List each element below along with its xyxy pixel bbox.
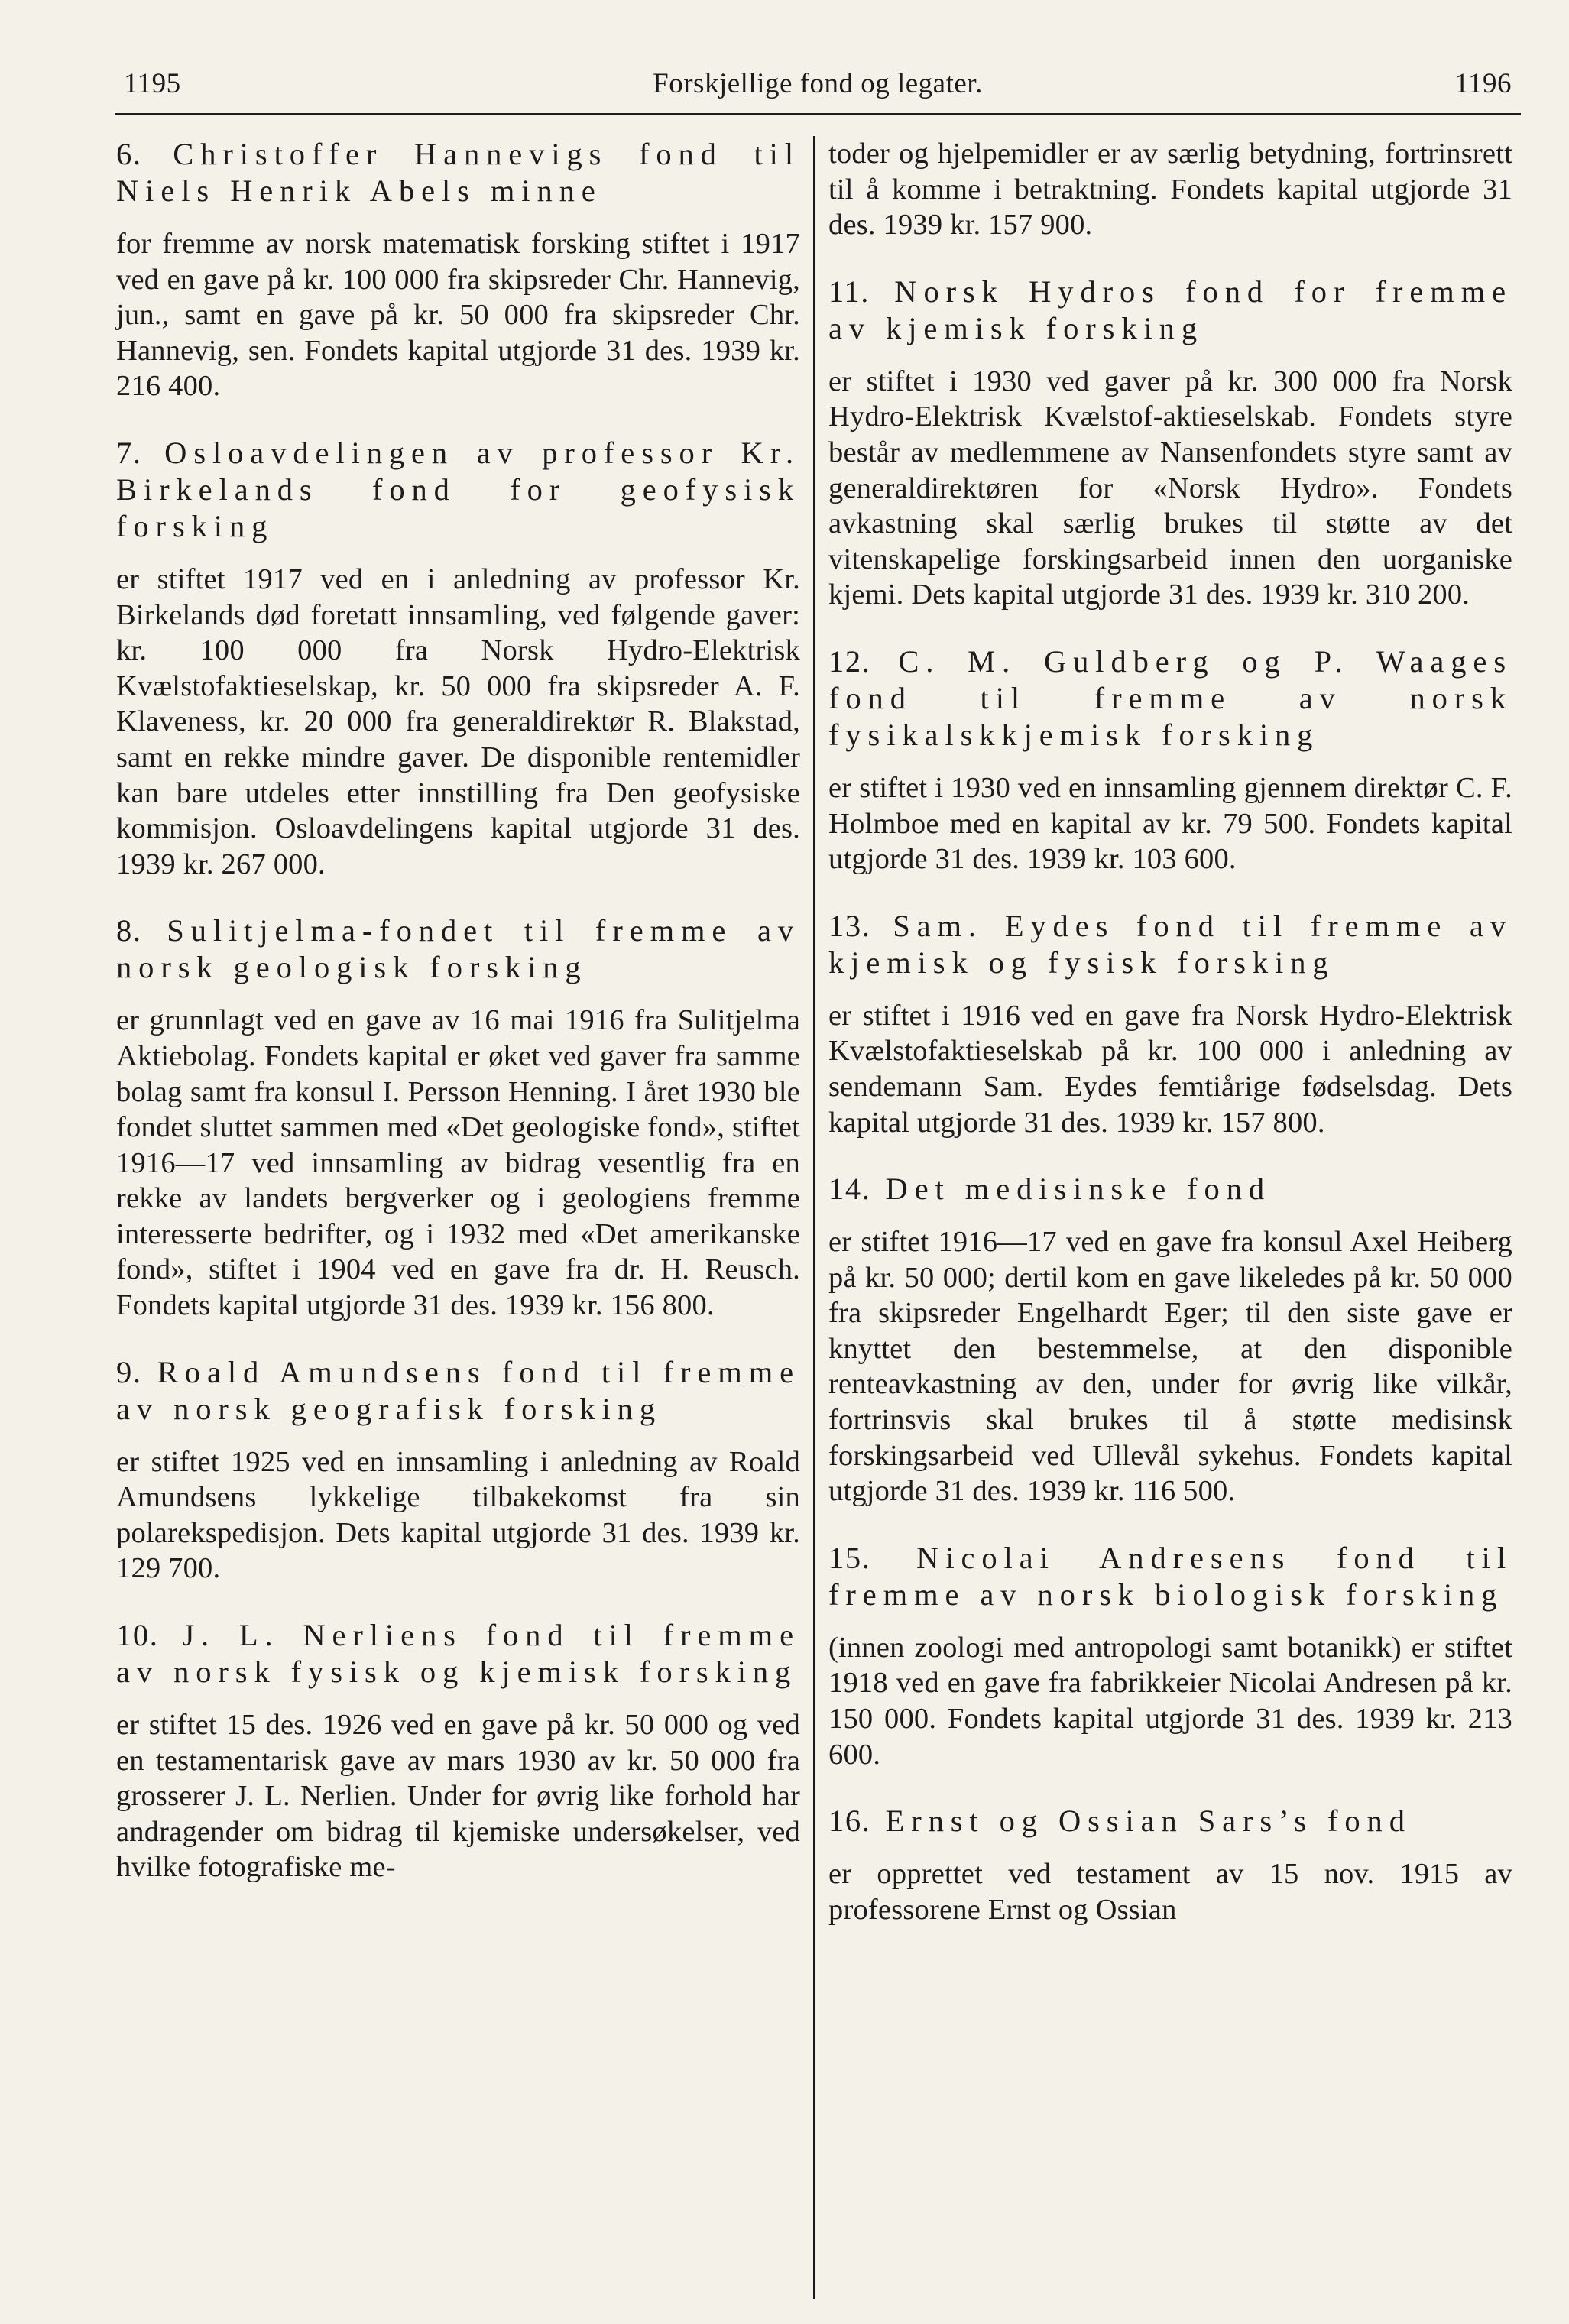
fund-heading bbox=[828, 643, 1512, 754]
fund-description: er stiftet 1916—17 ved en gave fra konsul Axel Heiberg på kr. 50 000; dertil kom en gave likeledes på kr. 50 000 fra skipsreder Engelhardt Eger; til den siste gave er knyttet den bestemmelse, at den disponible renteavkastning av den, under for øvrig like vilkår, fortrinsvis skal brukes til å støtte medisinsk forskingsarbeid ved Ullevål sykehus. Fondets kapital utgjorde 31 des. 1939 kr. 116 500. bbox=[828, 1226, 1512, 1508]
running-header bbox=[124, 67, 1512, 113]
column-divider bbox=[813, 136, 815, 2299]
fund-entry-14 bbox=[828, 1171, 1512, 1509]
fund-title: C. M. Guldberg og P. Waages fond til fremme av norsk fysikalskkjemisk forsking bbox=[828, 643, 1512, 752]
fund-heading bbox=[828, 1803, 1512, 1839]
fund-heading bbox=[828, 908, 1512, 981]
page-number-left: 1195 bbox=[124, 68, 181, 99]
fund-title: Sam. Eydes fond til fremme av kjemisk og fysisk forsking bbox=[828, 908, 1512, 980]
fund-number: 10. bbox=[116, 1618, 159, 1653]
fund-number: 15. bbox=[828, 1540, 871, 1575]
fund-entry-7 bbox=[116, 435, 800, 882]
fund-description: for fremme av norsk matematisk forsking stiftet i 1917 ved en gave på kr. 100 000 fra skipsreder Chr. Hannevig, jun., samt en gave på kr. 50 000 fra skipsreder Chr. Hannevig, sen. Fondets kapital utgjorde 31 des. 1939 kr. 216 400. bbox=[116, 228, 800, 403]
fund-description: (innen zoologi med antropologi samt botanikk) er stiftet 1918 ved en gave fra fabrikkeier Nicolai Andresen på kr. 150 000. Fondets kapital utgjorde 31 des. 1939 kr. 213 600. bbox=[828, 1631, 1512, 1771]
fund-description: er stiftet 1925 ved en innsamling i anledning av Roald Amundsens lykkelige tilbakekomst fra sin polarekspedisjon. Dets kapital utgjorde 31 des. 1939 kr. 129 700. bbox=[116, 1445, 800, 1585]
running-title: Forskjellige fond og legater. bbox=[653, 68, 983, 99]
fund-title: Sulitjelma-fondet til fremme av norsk geologisk forsking bbox=[116, 913, 800, 985]
page-number-right: 1196 bbox=[1454, 68, 1512, 99]
fund-number: 11. bbox=[828, 274, 870, 309]
continued-text: toder og hjelpemidler er av særlig betydning, fortrinsrett til å komme i betraktning. Fondets kapital utgjorde 31 des. 1939 kr. 157 900. bbox=[828, 138, 1512, 241]
fund-title: Ernst og Ossian Sars’s fond bbox=[885, 1804, 1412, 1839]
fund-number: 12. bbox=[828, 643, 871, 679]
fund-entry-13 bbox=[828, 908, 1512, 1140]
fund-number: 14. bbox=[828, 1172, 871, 1207]
fund-title: Roald Amundsens fond til fremme av norsk geografisk forsking bbox=[116, 1354, 800, 1426]
fund-description: er stiftet 1917 ved en i anledning av professor Kr. Birkelands død foretatt innsamling, ved følgende gaver: kr. 100 000 fra Norsk Hydro-Elektrisk Kvælstofaktieselskap, kr. 50 000 fra skipsreder A. F. Klaveness, kr. 20 000 fra generaldirektør R. Blakstad, samt en rekke mindre gaver. De disponible rentemidler kan bare utdeles etter innstilling fra Den geofysiske kommisjon. Osloavdelingens kapital utgjorde 31 des. 1939 kr. 267 000. bbox=[116, 562, 800, 880]
fund-title: Christoffer Hannevigs fond til Niels Henrik Abels minne bbox=[116, 137, 800, 208]
fund-description: er stiftet i 1930 ved en innsamling gjennem direktør C. F. Holmboe med en kapital av kr. 79 500. Fondets kapital utgjorde 31 des. 1939 kr. 103 600. bbox=[828, 771, 1512, 876]
fund-title: Det medisinske fond bbox=[885, 1172, 1272, 1207]
fund-heading bbox=[116, 1354, 800, 1428]
header-rule bbox=[115, 113, 1521, 115]
fund-title: Norsk Hydros fond for fremme av kjemisk forsking bbox=[828, 274, 1512, 345]
fund-description: er stiftet i 1930 ved gaver på kr. 300 000 fra Norsk Hydro-Elektrisk Kvælstof-aktieselskab. Fondets styre består av medlemmene av Nansenfondets styre samt av generaldirektøren for «Norsk Hydro». Fondets avkastning skal særlig brukes til støtte av det vitenskapelige forskingsarbeid innen den uorganiske kjemi. Dets kapital utgjorde 31 des. 1939 kr. 310 200. bbox=[828, 365, 1512, 611]
fund-title: J. L. Nerliens fond til fremme av norsk fysisk og kjemisk forsking bbox=[116, 1618, 800, 1690]
fund-entry-16 bbox=[828, 1803, 1512, 1927]
right-column bbox=[828, 136, 1512, 1927]
fund-heading bbox=[828, 1540, 1512, 1613]
fund-heading bbox=[828, 1171, 1512, 1207]
fund-heading bbox=[828, 274, 1512, 347]
fund-entry-15 bbox=[828, 1540, 1512, 1772]
fund-entry-6 bbox=[116, 136, 800, 404]
fund-number: 6. bbox=[116, 137, 142, 171]
fund-heading bbox=[116, 912, 800, 986]
fund-heading bbox=[116, 435, 800, 545]
fund-title: Osloavdelingen av professor Kr. Birkelands fond for geofysisk forsking bbox=[116, 435, 800, 543]
fund-entry-8 bbox=[116, 912, 800, 1323]
fund-heading bbox=[116, 1617, 800, 1690]
fund-description: er stiftet i 1916 ved en gave fra Norsk Hydro-Elektrisk Kvælstofaktieselskab på kr. 100 000 i anledning av sendemann Sam. Eydes femtiårige fødselsdag. Dets kapital utgjorde 31 des. 1939 kr. 157 800. bbox=[828, 999, 1512, 1139]
fund-title: Nicolai Andresens fond til fremme av norsk biologisk forsking bbox=[828, 1540, 1512, 1612]
fund-description: er grunnlagt ved en gave av 16 mai 1916 fra Sulitjelma Aktiebolag. Fondets kapital er øket ved gaver fra samme bolag samt fra konsul I. Persson Henning. I året 1930 ble fondet sluttet sammen med «Det geologiske fond», stiftet 1916—17 ved innsamling av bidrag vesentlig fra en rekke av landets bergverker og i geologiens fremme interesserte bedrifter, og i 1932 med «Det amerikanske fond», stiftet i 1904 ved en gave fra dr. H. Reusch. Fondets kapital utgjorde 31 des. 1939 kr. 156 800. bbox=[116, 1004, 800, 1322]
fund-entry-9 bbox=[116, 1354, 800, 1587]
fund-entry-12 bbox=[828, 643, 1512, 877]
fund-number: 7. bbox=[116, 435, 142, 470]
fund-description: er stiftet 15 des. 1926 ved en gave på kr. 50 000 og ved en testamentarisk gave av mars 1930 av kr. 50 000 fra grosserer J. L. Nerlien. Under for øvrig like forhold har andragender om bidrag til kjemiske undersøkelser, ved hvilke fotografiske me- bbox=[116, 1709, 800, 1884]
fund-number: 16. bbox=[828, 1804, 871, 1839]
fund-entry-10 bbox=[116, 1617, 800, 1885]
left-column bbox=[116, 136, 800, 1885]
fund-number: 9. bbox=[116, 1354, 142, 1389]
fund-entry-11 bbox=[828, 274, 1512, 613]
fund-heading bbox=[116, 136, 800, 209]
fund-number: 8. bbox=[116, 913, 142, 948]
fund-description: er opprettet ved testament av 15 nov. 1915 av professorene Ernst og Ossian bbox=[828, 1858, 1512, 1926]
fund-number: 13. bbox=[828, 908, 871, 943]
